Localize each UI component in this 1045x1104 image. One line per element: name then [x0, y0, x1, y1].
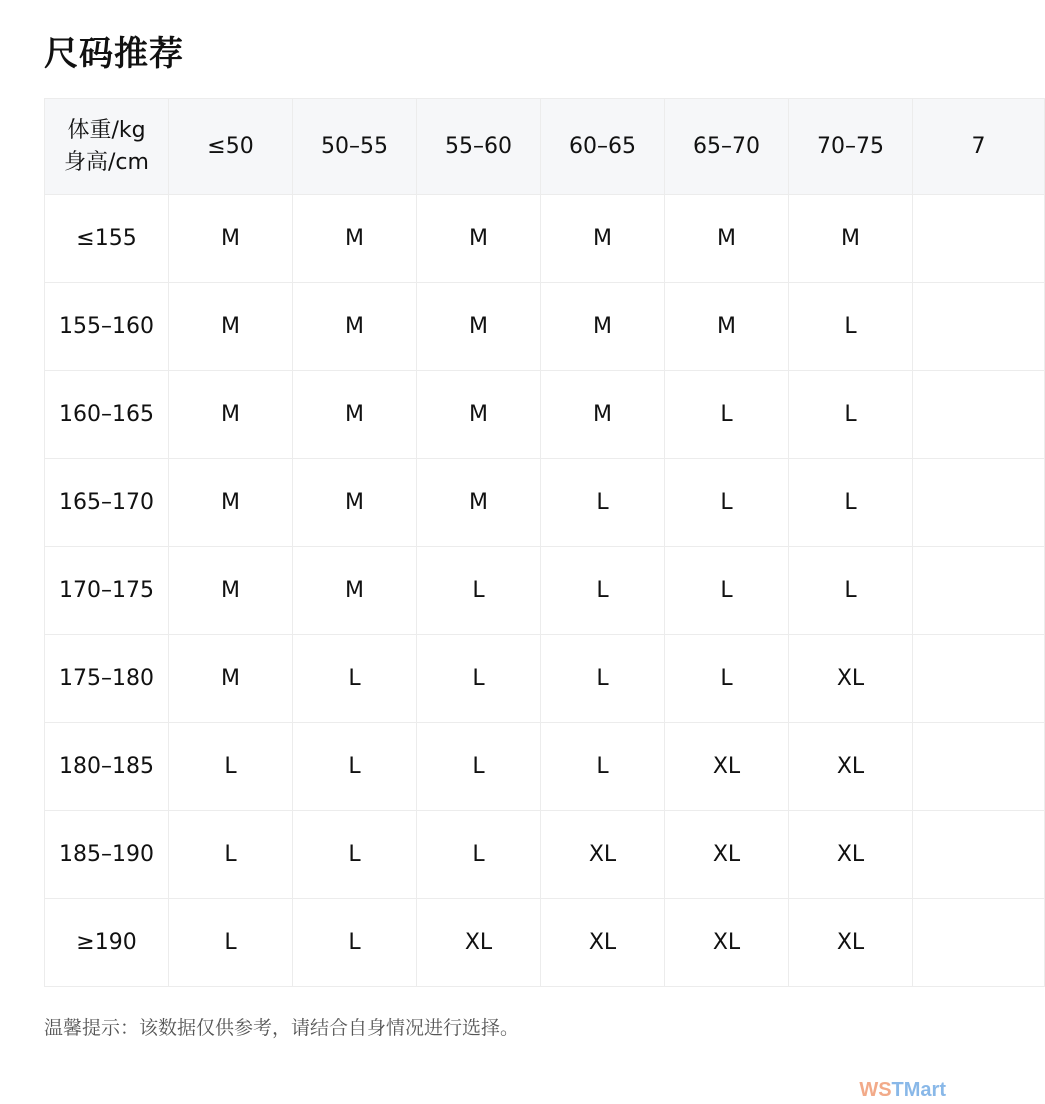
- size-cell: M: [417, 195, 541, 283]
- height-row-header: 155–160: [45, 283, 169, 371]
- size-cell: XL: [789, 723, 913, 811]
- size-cell: XL: [541, 811, 665, 899]
- size-cell: L: [169, 723, 293, 811]
- size-cell: L: [169, 811, 293, 899]
- size-cell: XL: [665, 899, 789, 987]
- size-cell: M: [665, 195, 789, 283]
- weight-axis-label: 体重/kg: [67, 117, 146, 143]
- height-row-header: 160–165: [45, 371, 169, 459]
- size-cell: L: [789, 547, 913, 635]
- size-cell: XL: [417, 899, 541, 987]
- size-cell: L: [665, 459, 789, 547]
- size-cell: L: [665, 635, 789, 723]
- size-cell: M: [417, 371, 541, 459]
- size-cell: M: [169, 195, 293, 283]
- height-row-header: ≥190: [45, 899, 169, 987]
- weight-column-header: ≤50: [169, 99, 293, 195]
- size-cell: M: [169, 635, 293, 723]
- size-cell: L: [665, 547, 789, 635]
- height-row-header: 175–180: [45, 635, 169, 723]
- size-cell: L: [789, 371, 913, 459]
- size-cell: M: [417, 459, 541, 547]
- size-cell-truncated: [913, 723, 1045, 811]
- size-cell: L: [293, 723, 417, 811]
- size-cell: L: [417, 811, 541, 899]
- weight-column-header: 65–70: [665, 99, 789, 195]
- size-cell: M: [169, 371, 293, 459]
- size-cell: L: [293, 811, 417, 899]
- size-cell-truncated: [913, 635, 1045, 723]
- size-cell: L: [665, 371, 789, 459]
- corner-header-cell: [45, 99, 169, 195]
- size-cell: M: [293, 283, 417, 371]
- size-cell: L: [293, 899, 417, 987]
- size-chart-body: [45, 99, 1045, 987]
- header-row: [45, 99, 1045, 195]
- table-row: [45, 195, 1045, 283]
- size-cell: L: [293, 635, 417, 723]
- height-row-header: 180–185: [45, 723, 169, 811]
- height-row-header: ≤155: [45, 195, 169, 283]
- size-cell: M: [293, 547, 417, 635]
- size-cell: M: [169, 547, 293, 635]
- weight-column-header: 70–75: [789, 99, 913, 195]
- watermark-part-2: TMart: [891, 1079, 946, 1101]
- size-cell: M: [665, 283, 789, 371]
- table-row: [45, 723, 1045, 811]
- size-cell: M: [541, 283, 665, 371]
- size-cell: XL: [789, 811, 913, 899]
- watermark-logo: [859, 1079, 946, 1102]
- size-cell: M: [789, 195, 913, 283]
- size-cell: XL: [789, 635, 913, 723]
- table-row: [45, 547, 1045, 635]
- size-chart-table-container: [44, 98, 986, 988]
- size-chart-table: [44, 98, 1045, 987]
- size-cell: M: [417, 283, 541, 371]
- size-cell: M: [541, 195, 665, 283]
- table-row: [45, 899, 1045, 987]
- size-cell: M: [541, 371, 665, 459]
- size-cell: L: [417, 723, 541, 811]
- size-cell-truncated: [913, 283, 1045, 371]
- watermark-part-1: WS: [859, 1079, 892, 1101]
- footnote-tip: 温馨提示：该数据仅供参考，请结合自身情况进行选择。: [44, 1017, 520, 1039]
- weight-column-header: 55–60: [417, 99, 541, 195]
- weight-column-header: 50–55: [293, 99, 417, 195]
- size-cell: L: [541, 635, 665, 723]
- size-cell: XL: [541, 899, 665, 987]
- height-row-header: 185–190: [45, 811, 169, 899]
- table-row: [45, 811, 1045, 899]
- size-cell: M: [293, 459, 417, 547]
- table-row: [45, 283, 1045, 371]
- size-cell: M: [169, 283, 293, 371]
- size-cell: M: [169, 459, 293, 547]
- size-cell: L: [541, 547, 665, 635]
- size-cell: L: [541, 723, 665, 811]
- size-cell: L: [417, 635, 541, 723]
- size-cell: L: [417, 547, 541, 635]
- size-cell-truncated: [913, 195, 1045, 283]
- size-cell-truncated: [913, 371, 1045, 459]
- size-cell: XL: [665, 723, 789, 811]
- size-cell: M: [293, 371, 417, 459]
- table-row: [45, 371, 1045, 459]
- table-row: [45, 635, 1045, 723]
- size-cell: L: [789, 459, 913, 547]
- table-row: [45, 459, 1045, 547]
- size-cell: XL: [665, 811, 789, 899]
- size-cell: M: [293, 195, 417, 283]
- weight-column-header: 60–65: [541, 99, 665, 195]
- height-axis-label: 身高/cm: [64, 149, 149, 175]
- size-cell: L: [789, 283, 913, 371]
- size-cell: XL: [789, 899, 913, 987]
- size-cell-truncated: [913, 899, 1045, 987]
- height-row-header: 170–175: [45, 547, 169, 635]
- size-cell-truncated: [913, 547, 1045, 635]
- weight-column-header: 7: [913, 99, 1045, 195]
- size-cell: L: [169, 899, 293, 987]
- page-title: 尺码推荐: [44, 34, 184, 74]
- size-cell-truncated: [913, 459, 1045, 547]
- height-row-header: 165–170: [45, 459, 169, 547]
- size-cell: L: [541, 459, 665, 547]
- size-cell-truncated: [913, 811, 1045, 899]
